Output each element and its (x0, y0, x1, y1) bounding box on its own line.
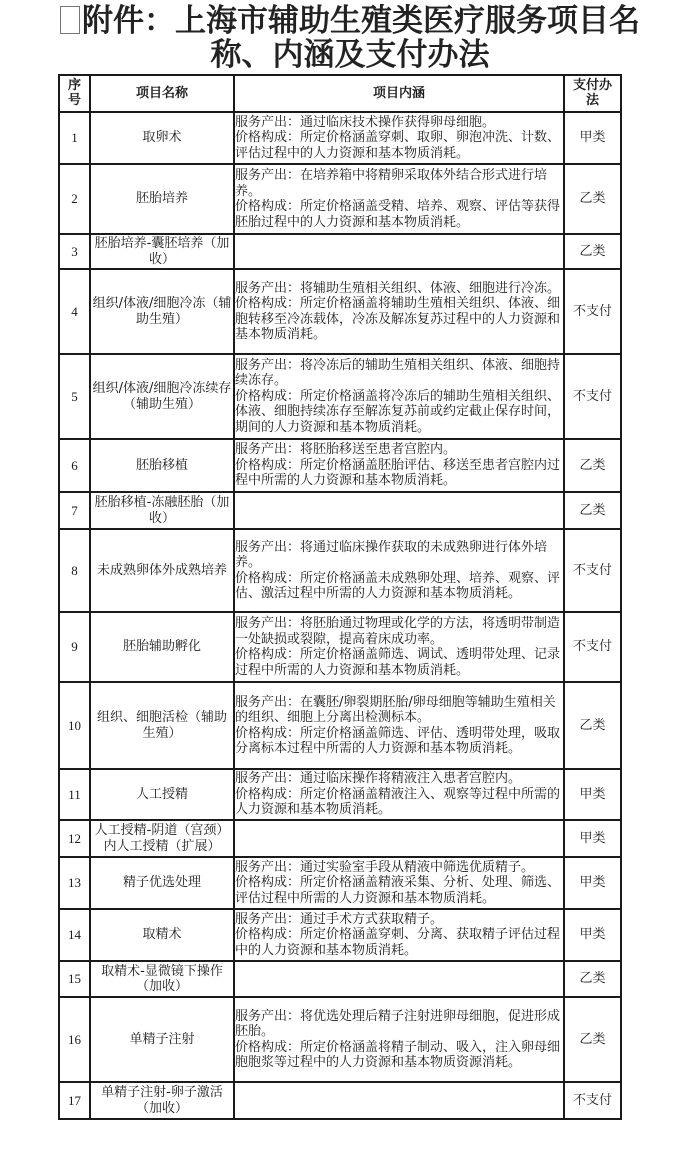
row-number: 15 (59, 961, 90, 997)
document-title (0, 4, 700, 72)
item-content (234, 820, 564, 857)
row-number: 11 (59, 769, 90, 820)
item-name: 胚胎培养-囊胚培养（加收） (90, 234, 234, 269)
price-composition: 价格构成：所定价格涵盖将精子制动、吸入，注入卵母细胞胞浆等过程中的人力资源和基本物质资源消耗。 (235, 1039, 561, 1070)
payment-method: 不支付 (564, 269, 621, 354)
item-content (234, 857, 564, 909)
table-row (59, 112, 621, 164)
row-number: 13 (59, 857, 90, 909)
payment-method: 乙类 (564, 961, 621, 997)
price-composition: 价格构成：所定价格涵盖精液注入、观察等过程中所需的人力资源和基本物质消耗。 (235, 786, 561, 818)
price-composition: 价格构成：所定价格涵盖将冷冻后的辅助生殖相关组织、体液、细胞持续冻存至解冻复苏前或约定截止保存时间，期间的人力资源和基本物质消耗。 (235, 388, 561, 435)
price-composition: 价格构成：所定价格涵盖筛选、调试、透明带处理、记录过程中所需的人力资源和基本物质消耗。 (235, 647, 561, 678)
item-content (234, 997, 564, 1082)
service-output: 服务产出：将辅助生殖相关组织、体液、细胞进行冷冻。 (235, 280, 561, 296)
price-composition: 价格构成：所定价格涵盖受精、培养、观察、评估等获得胚胎过程中的人力资源和基本物质消耗。 (235, 199, 561, 230)
item-name: 未成熟卵体外成熟培养 (90, 529, 234, 612)
payment-method: 乙类 (564, 492, 621, 529)
service-output: 服务产出：通过临床技术操作获得卵母细胞。 (235, 114, 496, 130)
table-row (59, 961, 621, 997)
table-row (59, 857, 621, 909)
payment-method: 不支付 (564, 529, 621, 612)
table-row (59, 612, 621, 682)
table-row (59, 269, 621, 354)
item-content (234, 612, 564, 682)
item-name: 胚胎移植 (90, 439, 234, 492)
table-row (59, 820, 621, 857)
item-content (234, 1082, 564, 1119)
payment-method: 乙类 (564, 997, 621, 1082)
payment-items-table (58, 74, 622, 1120)
item-content (234, 961, 564, 997)
item-name: 组织/体液/细胞冷冻续存（辅助生殖） (90, 354, 234, 439)
table-row (59, 529, 621, 612)
item-name: 组织/体液/细胞冷冻（辅助生殖） (90, 269, 234, 354)
row-number: 16 (59, 997, 90, 1082)
item-content (234, 492, 564, 529)
item-content (234, 769, 564, 820)
service-output: 服务产出：将优选处理后精子注射进卵母细胞，促进形成胚胎。 (235, 1008, 561, 1039)
item-name: 胚胎培养 (90, 164, 234, 234)
title-line-2: 称、内涵及支付办法 (210, 37, 490, 73)
title-line-1 (0, 4, 700, 38)
payment-method: 不支付 (564, 354, 621, 439)
header-no: 序号 (59, 75, 90, 112)
price-composition: 价格构成：所定价格涵盖未成熟卵处理、培养、观察、评估、激活过程中所需的人力资源和基本物质消耗。 (235, 570, 561, 601)
item-name: 人工授精-阴道（宫颈）内人工授精（扩展） (90, 820, 234, 857)
row-number: 9 (59, 612, 90, 682)
service-output: 服务产出：将冷冻后的辅助生殖相关组织、体液、细胞持续冻存。 (235, 357, 561, 389)
table-header-row (59, 75, 621, 112)
row-number: 7 (59, 492, 90, 529)
price-composition: 价格构成：所定价格涵盖将辅助生殖相关组织、体液、细胞转移至冷冻载体，冷冻及解冻复苏过程中的人力资源和基本物质消耗。 (235, 296, 561, 342)
payment-method: 乙类 (564, 234, 621, 269)
item-name: 取精术-显微镜下操作（加收） (90, 961, 234, 997)
item-content (234, 112, 564, 164)
table-row (59, 492, 621, 529)
payment-method: 甲类 (564, 909, 621, 961)
price-composition: 价格构成：所定价格涵盖胚胎评估、移送至患者宫腔内过程中所需的人力资源和基本物质消耗。 (235, 457, 561, 489)
price-composition: 价格构成：所定价格涵盖穿刺、取卵、卵泡冲洗、计数、评估过程中的人力资源和基本物质消耗。 (235, 130, 561, 161)
table-row (59, 909, 621, 961)
service-output: 服务产出：将通过临床操作获取的未成熟卵进行体外培养。 (235, 539, 548, 570)
payment-method: 甲类 (564, 112, 621, 164)
item-name: 单精子注射 (90, 997, 234, 1082)
header-pay: 支付办法 (564, 75, 621, 112)
row-number: 14 (59, 909, 90, 961)
item-name: 人工授精 (90, 769, 234, 820)
table-row (59, 354, 621, 439)
missing-glyph-box-icon (60, 6, 80, 34)
item-content (234, 269, 564, 354)
row-number: 17 (59, 1082, 90, 1119)
table-row (59, 164, 621, 234)
title-line-1-text: 附件：上海市辅助生殖类医疗服务项目名 (82, 3, 640, 39)
service-output: 服务产出：通过手术方式获取精子。 (235, 911, 444, 927)
service-output: 服务产出：通过实验室手段从精液中筛选优质精子。 (235, 859, 535, 875)
table-row (59, 682, 621, 769)
payment-method: 乙类 (564, 439, 621, 492)
payment-method: 甲类 (564, 820, 621, 857)
row-number: 12 (59, 820, 90, 857)
item-name: 取卵术 (90, 112, 234, 164)
item-content (234, 354, 564, 439)
row-number: 6 (59, 439, 90, 492)
table-row (59, 234, 621, 269)
item-name: 胚胎移植-冻融胚胎（加收） (90, 492, 234, 529)
header-content: 项目内涵 (234, 75, 564, 112)
table-row (59, 439, 621, 492)
item-name: 取精术 (90, 909, 234, 961)
row-number: 2 (59, 164, 90, 234)
item-content (234, 682, 564, 769)
service-output: 服务产出：在囊胚/卵裂期胚胎/卵母细胞等辅助生殖相关的组织、细胞上分离出检测标本。 (235, 694, 556, 725)
service-output: 服务产出：将胚胎移送至患者宫腔内。 (235, 442, 457, 458)
payment-method: 甲类 (564, 769, 621, 820)
payment-method: 不支付 (564, 612, 621, 682)
service-output: 服务产出：将胚胎通过物理或化学的方法，将透明带制造一处缺损或裂隙，提高着床成功率。 (235, 616, 561, 647)
item-name: 胚胎辅助孵化 (90, 612, 234, 682)
service-output: 服务产出：通过临床操作将精液注入患者宫腔内。 (235, 771, 522, 787)
service-output: 服务产出：在培养箱中将精卵采取体外结合形式进行培养。 (235, 168, 548, 199)
price-composition: 价格构成：所定价格涵盖穿刺、分离、获取精子评估过程中的人力资源和基本物质消耗。 (235, 927, 561, 958)
item-content (234, 909, 564, 961)
item-content (234, 164, 564, 234)
payment-method: 不支付 (564, 1082, 621, 1119)
payment-method: 乙类 (564, 682, 621, 769)
row-number: 4 (59, 269, 90, 354)
table-row (59, 997, 621, 1082)
item-name: 精子优选处理 (90, 857, 234, 909)
row-number: 10 (59, 682, 90, 769)
item-name: 单精子注射-卵子激活（加收） (90, 1082, 234, 1119)
row-number: 1 (59, 112, 90, 164)
price-composition: 价格构成：所定价格涵盖精液采集、分析、处理、筛选、评估过程中所需的人力资源和基本物质消耗。 (235, 875, 561, 906)
item-content (234, 529, 564, 612)
table-body (59, 112, 621, 1119)
table-row (59, 1082, 621, 1119)
payment-method: 乙类 (564, 164, 621, 234)
payment-method: 甲类 (564, 857, 621, 909)
header-name: 项目名称 (90, 75, 234, 112)
item-content (234, 234, 564, 269)
item-name: 组织、细胞活检（辅助生殖） (90, 682, 234, 769)
row-number: 8 (59, 529, 90, 612)
row-number: 5 (59, 354, 90, 439)
item-content (234, 439, 564, 492)
row-number: 3 (59, 234, 90, 269)
price-composition: 价格构成：所定价格涵盖筛选、评估、透明带处理，吸取分离标本过程中所需的人力资源和基本物质消耗。 (235, 725, 561, 756)
table-row (59, 769, 621, 820)
